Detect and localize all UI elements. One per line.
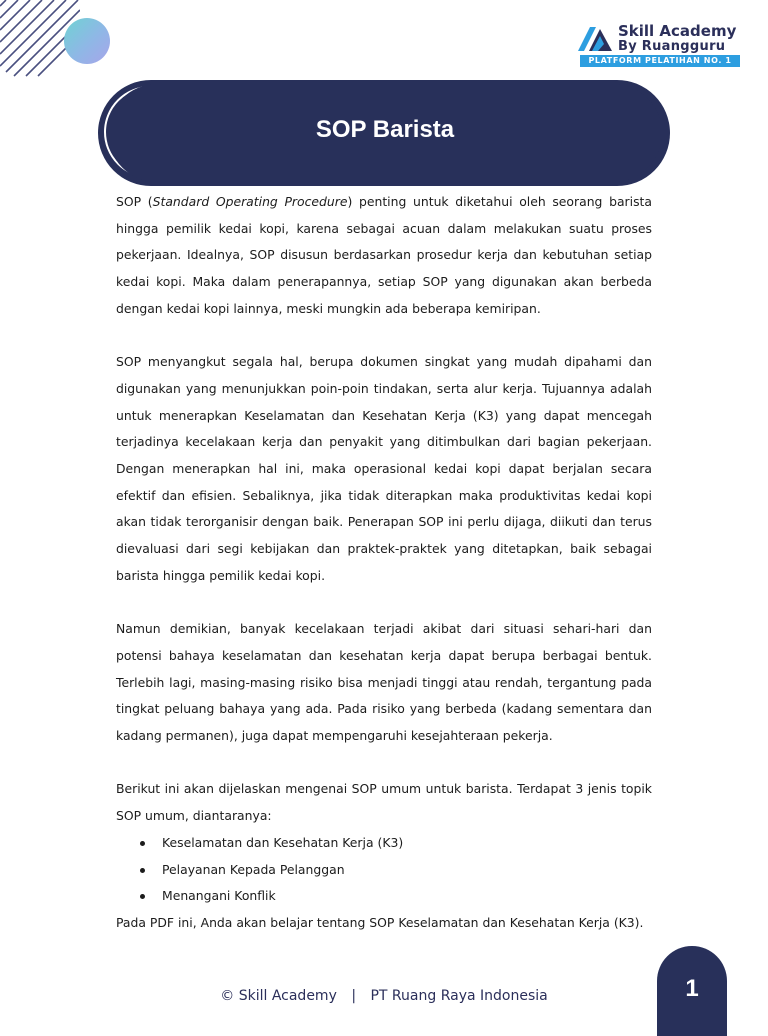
paragraph-risk: Namun demikian, banyak kecelakaan terjadi akibat dari situasi sehari-hari dan potensi bahaya keselamatan dan kesehatan kerja dapat berupa berbagai bentuk. Terlebih lagi, masing-masing risiko bisa menjadi tinggi atau rendah, tergantung pada tingkat peluang bahaya yang ada. Pada risiko yang berbeda (kadang sementara dan kadang permanen), juga dapat mempengaruhi kesejahteraan pekerja. <box>116 621 652 744</box>
footer-copyright: © Skill Academy <box>220 988 337 1004</box>
footer <box>0 988 768 1004</box>
intro-suffix: ) penting untuk diketahui oleh seorang barista hingga pemilik kedai kopi, karena sebagai acuan dalam melakukan suatu proses pekerjaan. Idealnya, SOP disusun berdasarkan prosedur kerja dan kebutuhan setiap kedai kopi. Maka dalam penerapannya, setiap SOP yang digunakan akan berbeda dengan kedai kopi lainnya, meski mungkin ada beberapa kemiripan. <box>116 194 652 316</box>
page-number: 1 <box>685 975 699 1002</box>
page-number-tab <box>657 946 727 1036</box>
logo-tagline: PLATFORM PELATIHAN NO. 1 <box>580 55 740 67</box>
paragraph-purpose: SOP menyangkut segala hal, berupa dokumen singkat yang mudah dipahami dan digunakan yang menunjukkan poin-poin tindakan, serta alur kerja. Tujuannya adalah untuk menerapkan Keselamatan dan Kesehatan Kerja (K3) yang dapat mencegah terjadinya kecelakaan kerja dan penyakit yang ditimbulkan dari bagian pekerjaan. Dengan menerapkan hal ini, maka operasional kedai kopi dapat berjalan secara efektif dan efisien. Sebaliknya, jika tidak diterapkan maka produktivitas kedai kopi akan tidak terorganisir dengan baik. Penerapan SOP ini perlu dijaga, diikuti dan terus dievaluasi dari segi kebijakan dan praktek-praktek yang ditetapkan, baik sebagai barista hingga pemilik kedai kopi. <box>116 354 652 583</box>
intro-prefix: SOP ( <box>116 194 153 209</box>
logo-title: Skill Academy <box>618 22 737 40</box>
paragraph-intro <box>116 189 652 323</box>
list-item: Menangani Konflik <box>116 883 652 910</box>
logo-subtitle: By Ruangguru <box>618 39 726 54</box>
document-body <box>116 189 652 937</box>
footer-company: PT Ruang Raya Indonesia <box>370 988 548 1004</box>
list-item: Keselamatan dan Kesehatan Kerja (K3) <box>116 830 652 857</box>
paragraph-closing: Pada PDF ini, Anda akan belajar tentang SOP Keselamatan dan Kesehatan Kerja (K3). <box>116 914 644 930</box>
skill-academy-logo <box>578 22 743 68</box>
page-title: SOP Barista <box>315 116 455 143</box>
intro-italic-term: Standard Operating Procedure <box>152 194 348 209</box>
topic-list <box>116 830 652 910</box>
paragraph-topics-intro: Berikut ini akan dijelaskan mengenai SOP umum untuk barista. Terdapat 3 jenis topik SOP umum, diantaranya: <box>116 781 652 824</box>
footer-separator: | <box>351 988 357 1004</box>
title-banner <box>108 84 662 182</box>
logo-mark-icon <box>578 24 612 52</box>
decorative-circle <box>64 18 110 64</box>
list-item: Pelayanan Kepada Pelanggan <box>116 857 652 884</box>
